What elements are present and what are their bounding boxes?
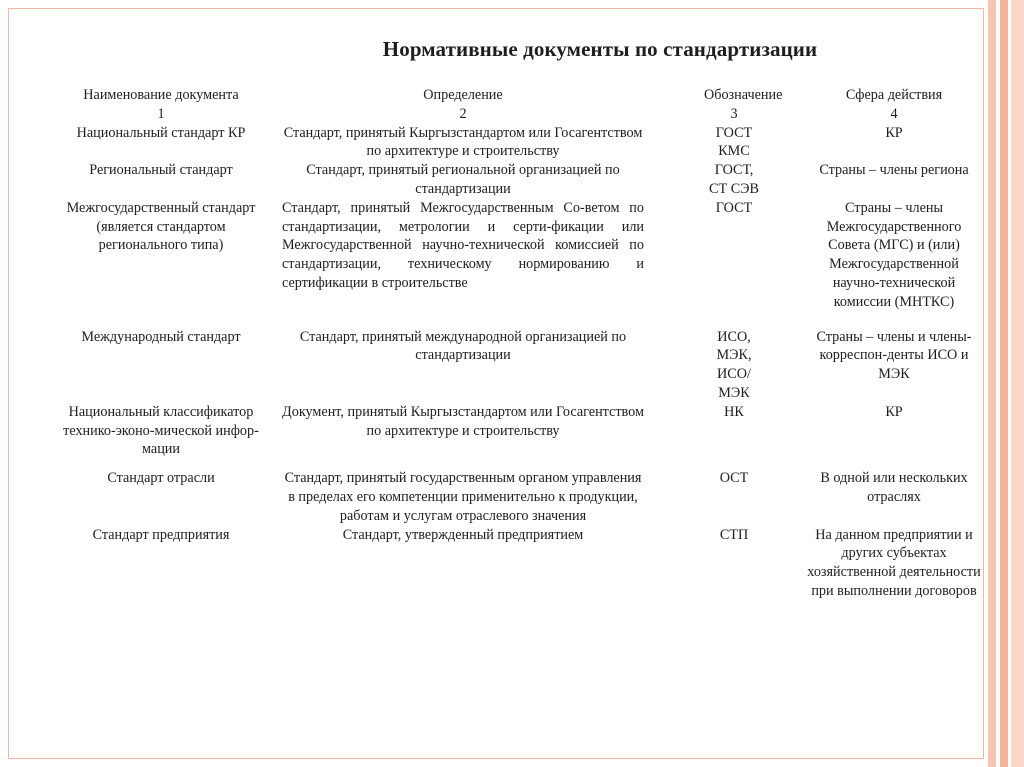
cell-designation: ОСТ [719,470,749,487]
cell-designation: ГОСТ [715,199,753,216]
cell-definition: Документ, принятый Кыргызстандартом или Госагентством по архитектуре и строительству [282,403,644,439]
column-number: 4 [890,105,898,122]
cell-definition: Стандарт, принятый Кыргызстандартом или Госагентством по архитектуре и строительству [283,124,643,160]
cell-designation: ГОСТ, СТ СЭВ [709,162,759,197]
cell-name: Стандарт предприятия [92,526,230,543]
table-row [54,199,982,328]
table-row [54,403,982,469]
column-header-name: Наименование документа [83,87,239,103]
table-header-row [54,86,982,105]
cell-definition: Стандарт, принятый международной организацией по стандартизации [299,328,627,364]
column-number: 2 [459,105,467,122]
standards-table [54,86,982,601]
cell-scope: Страны – члены региона [819,162,969,179]
cell-name: Стандарт отрасли [107,470,215,487]
cell-scope: Страны – члены и члены-корреспон-денты ИСО и МЭК [816,328,972,383]
column-header-designation: Обозначение [704,87,783,103]
cell-definition: Стандарт, принятый Межгосударственным Со-ветом по стандартизации, метрологии и серти-фикации или Межгосударственной научно-технической комиссией по стандартизации, техническому нормированию и сертификации в строительстве [282,199,644,291]
decorative-stripes [988,0,1024,767]
cell-name: Межгосударственный стандарт (является стандартом регионального типа) [66,199,256,254]
table-row [54,328,982,403]
cell-name: Национальный классификатор технико-эконо-мической инфор-мации [63,403,259,458]
cell-scope: На данном предприятии и других субъектах хозяйственной деятельности при выполнении договоров [807,526,981,599]
cell-scope: КР [885,124,903,141]
table-row [54,526,982,601]
cell-scope: В одной или нескольких отраслях [820,470,968,505]
table-row [54,161,982,199]
cell-scope: Страны – члены Межгосударственного Совета (МГС) и (или) Межгосударственной научно-технической комиссии (МНТКС) [826,199,962,310]
cell-designation: СТП [719,526,749,543]
cell-definition: Стандарт, принятый государственным органом управления в пределах его компетенции применительно к продукции, работам и услугам отраслевого значения [284,470,642,524]
table-row [54,124,982,162]
cell-designation: ИСО, МЭК, ИСО/ МЭК [716,328,752,401]
page-title: Нормативные документы по стандартизации [382,37,818,61]
column-number: 3 [730,105,738,122]
cell-designation: НК [724,403,744,420]
cell-name: Национальный стандарт КР [76,124,246,141]
cell-scope: КР [885,403,903,420]
cell-name: Региональный стандарт [89,162,233,179]
column-number-row [54,105,982,124]
table-row [54,469,982,525]
cell-name: Международный стандарт [81,328,241,345]
cell-designation: ГОСТ КМС [715,124,753,160]
cell-definition: Стандарт, утвержденный предприятием [342,526,584,543]
cell-definition: Стандарт, принятый региональной организацией по стандартизации [306,162,620,197]
column-header-scope: Сфера действия [845,87,943,103]
column-number: 1 [157,105,165,122]
column-header-definition: Определение [423,87,503,103]
